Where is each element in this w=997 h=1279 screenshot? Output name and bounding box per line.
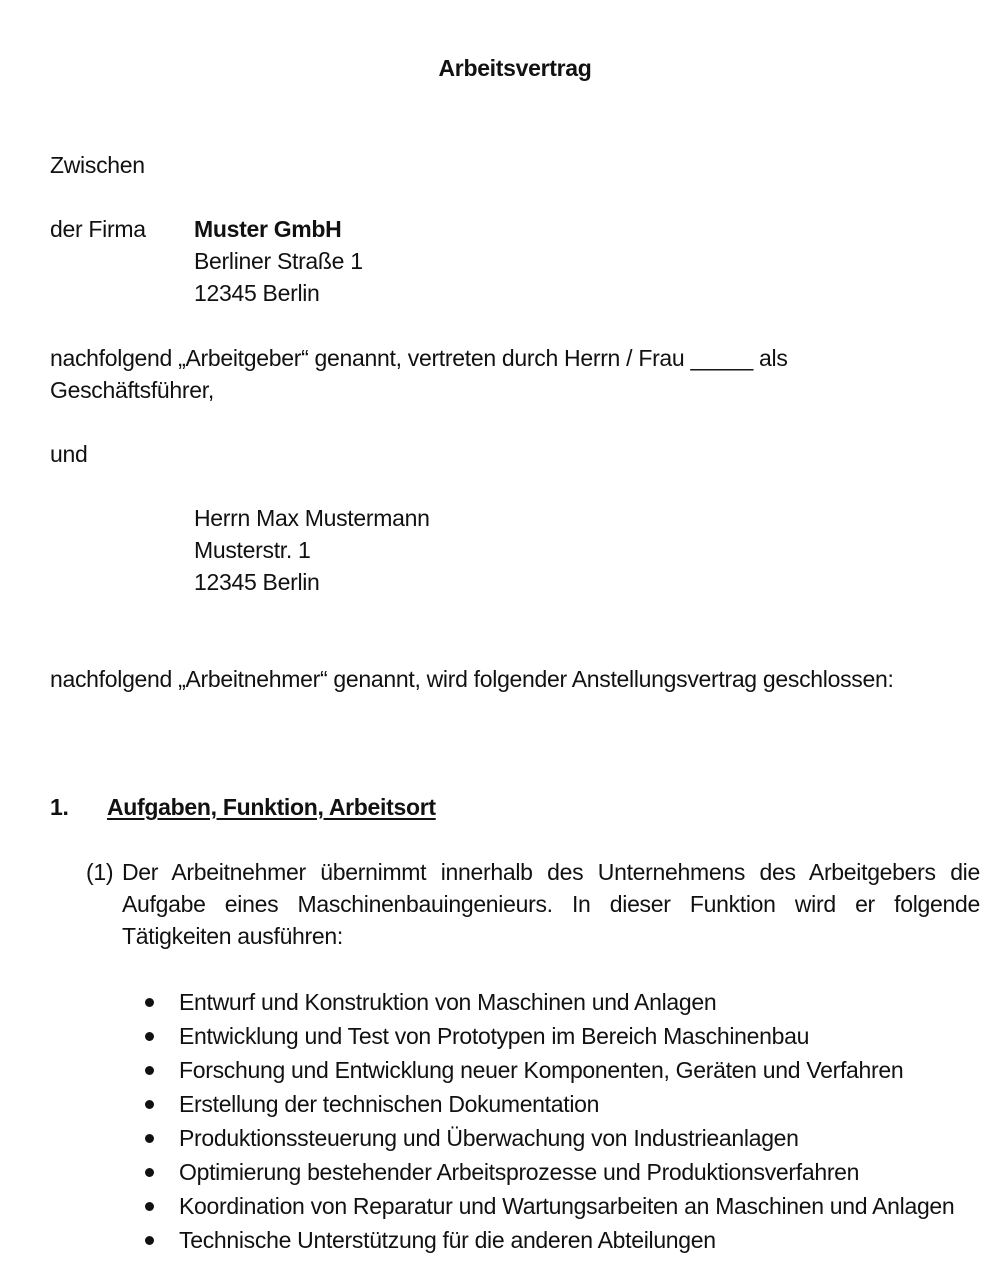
employee-city: 12345 Berlin (194, 569, 320, 595)
employer-label: der Firma (50, 216, 146, 242)
section-title: Aufgaben, Funktion, Arbeitsort (107, 794, 436, 820)
list-item-text: Koordination von Reparatur und Wartungsarbeiten an Maschinen und Anlagen (179, 1193, 955, 1219)
list-item-text: Erstellung der technischen Dokumentation (179, 1091, 600, 1117)
list-item-text: Technische Unterstützung für die anderen Abteilungen (179, 1227, 716, 1253)
between-label: Zwischen (50, 152, 145, 178)
bullet-icon (145, 1236, 154, 1245)
and-label: und (50, 441, 88, 467)
list-item-text: Produktionssteuerung und Überwachung von Industrieanlagen (179, 1125, 799, 1151)
list-item-text: Optimierung bestehender Arbeitsprozesse und Produktionsverfahren (179, 1159, 860, 1185)
bullet-icon (145, 1066, 154, 1075)
bullet-icon (145, 1100, 154, 1109)
employer-street: Berliner Straße 1 (194, 248, 363, 274)
bullet-icon (145, 1134, 154, 1143)
clause-number: (1) (86, 859, 114, 885)
list-item-text: Forschung und Entwicklung neuer Komponenten, Geräten und Verfahren (179, 1057, 904, 1083)
clause-text: Der Arbeitnehmer übernimmt innerhalb des Unternehmens des Arbeitgebers die Aufgabe eines Maschinenbauingenieurs. In dieser Funktion wird er folgende Tätigkeiten ausführen: (122, 859, 980, 949)
bullet-icon (145, 1168, 154, 1177)
employer-name: Muster GmbH (194, 216, 342, 242)
document-title: Arbeitsvertrag (438, 55, 592, 81)
section-number: 1. (50, 794, 69, 820)
employee-note: nachfolgend „Arbeitnehmer“ genannt, wird folgender Anstellungsvertrag geschlossen: (50, 666, 894, 692)
bullet-icon (145, 1202, 154, 1211)
employee-name: Herrn Max Mustermann (194, 505, 430, 531)
list-item-text: Entwicklung und Test von Prototypen im Bereich Maschinenbau (179, 1023, 810, 1049)
bullet-icon (145, 1032, 154, 1041)
list-item-text: Entwurf und Konstruktion von Maschinen und Anlagen (179, 989, 717, 1015)
employer-note-line-1: nachfolgend „Arbeitgeber“ genannt, vertreten durch Herrn / Frau _____ als (50, 345, 788, 371)
employee-street: Musterstr. 1 (194, 537, 311, 563)
employer-note-line-2: Geschäftsführer, (50, 377, 214, 403)
employer-city: 12345 Berlin (194, 280, 320, 306)
bullet-icon (145, 998, 154, 1007)
